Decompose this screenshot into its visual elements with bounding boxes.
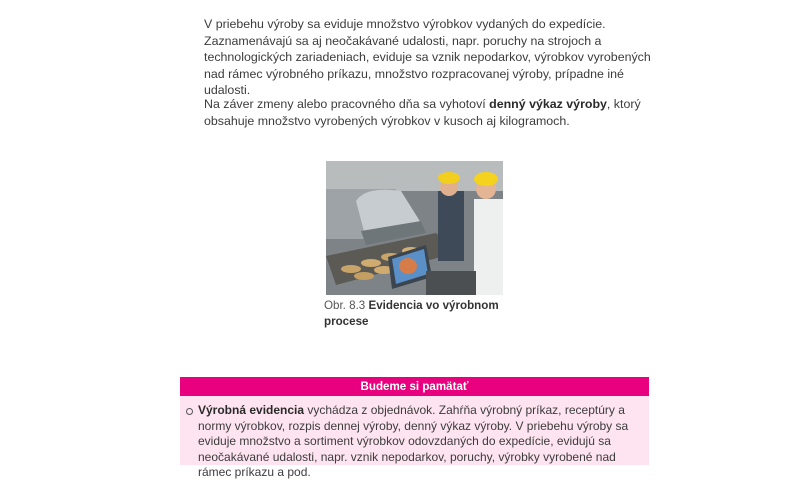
figure-caption: [324, 298, 504, 330]
remember-box-item: [180, 396, 649, 481]
remember-box: [180, 377, 649, 479]
daily-report-term: denný výkaz výroby: [489, 97, 607, 111]
remember-box-heading: Budeme si pamätať: [180, 377, 649, 396]
remember-box-term: Výrobná evidencia: [198, 403, 305, 417]
figure-number: Obr. 8.3: [324, 299, 366, 312]
figure-photo-bakery-production: [326, 161, 503, 295]
photo-illustration: [326, 161, 503, 295]
paragraph-daily-report: [204, 96, 664, 129]
paragraph-daily-report-text: Na záver zmeny alebo pracovného dňa sa vyhotoví: [204, 97, 490, 111]
paragraph-daily-report-text-end: , ktorý obsahuje množstvo vyrobených výrobkov v kusoch aj kilogramoch.: [204, 97, 641, 128]
figure-title: Evidencia vo výrobnom procese: [324, 299, 499, 328]
paragraph-production-records: V priebehu výroby sa eviduje množstvo výrobkov vydaných do expedície. Zaznamenávajú sa aj neočakávané udalosti, napr. poruchy na strojoch a technologických zariadeniach, eviduje sa vznik nepodarkov, výrobkov vyrobených nad rámec výrobného príkazu, množstvo rozpracovanej výroby, prípadne iné udalosti.: [204, 17, 651, 98]
bullet-circle-icon: [186, 408, 193, 415]
remember-box-text: vychádza z objednávok. Zahŕňa výrobný príkaz, receptúry a normy výrobkov, rozpis dennej výroby, denný výkaz výroby. V priebehu výroby sa eviduje množstvo a sortiment výrobkov odovzdaných do expedície, evidujú sa neočakávané udalosti, napr. vznik nepodarkov, poruchy, výrobky vyrobené nad rámec príkazu a pod.: [198, 403, 629, 479]
